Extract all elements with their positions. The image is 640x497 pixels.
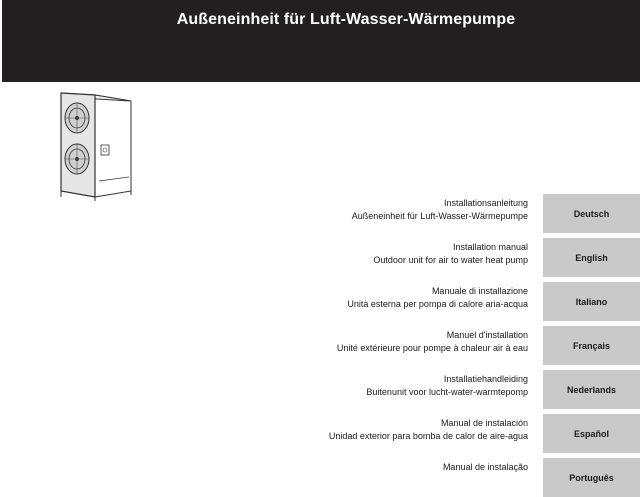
entry-title: Installation manual <box>452 242 528 252</box>
entry-subtitle: Unità esterna per pompa di calore aria-acqua <box>347 299 528 309</box>
language-tab-english[interactable]: English <box>543 238 640 277</box>
header-bar <box>2 0 640 82</box>
entry-title: Installationsanleitung <box>443 198 528 208</box>
outdoor-unit-illustration <box>57 91 137 201</box>
entry-text <box>329 417 528 443</box>
language-entry-english <box>0 234 640 274</box>
language-tab-francais[interactable]: Français <box>543 326 640 365</box>
entry-subtitle: Buitenunit voor lucht-water-warmtepomp <box>366 387 528 397</box>
entry-subtitle: Unidad exterior para bomba de calor de aire-agua <box>328 431 528 441</box>
language-entry-francais <box>0 322 640 362</box>
entry-text <box>366 373 528 399</box>
entry-title: Manual de instalación <box>440 418 528 428</box>
entry-subtitle: Unité extérieure pour pompe à chaleur air à eau <box>336 343 528 353</box>
page-title: Außeneinheit für Luft-Wasser-Wärmepumpe <box>176 11 516 28</box>
entry-subtitle: Außeneinheit für Luft-Wasser-Wärmepumpe <box>351 211 528 221</box>
language-tab-italiano[interactable]: Italiano <box>543 282 640 321</box>
language-entry-espanol <box>0 410 640 450</box>
language-entry-italiano <box>0 278 640 318</box>
language-entry-nederlands <box>0 366 640 406</box>
language-tab-espanol[interactable]: Español <box>543 414 640 453</box>
entry-title: Manual de instalação <box>442 462 528 472</box>
language-tab-portugues[interactable]: Português <box>543 458 640 497</box>
entry-text <box>337 329 528 355</box>
language-tab-deutsch[interactable]: Deutsch <box>543 194 640 233</box>
language-entry-portugues <box>0 454 640 494</box>
entry-subtitle: Outdoor unit for air to water heat pump <box>373 255 528 265</box>
entry-text <box>373 241 528 267</box>
language-entry-deutsch <box>0 190 640 230</box>
entry-text <box>443 461 528 474</box>
language-tab-nederlands[interactable]: Nederlands <box>543 370 640 409</box>
entry-text <box>347 285 528 311</box>
entry-title: Installatiehandleiding <box>443 374 528 384</box>
entry-title: Manuel d'installation <box>446 330 528 340</box>
entry-text <box>352 197 528 223</box>
entry-title: Manuale di installazione <box>431 286 528 296</box>
